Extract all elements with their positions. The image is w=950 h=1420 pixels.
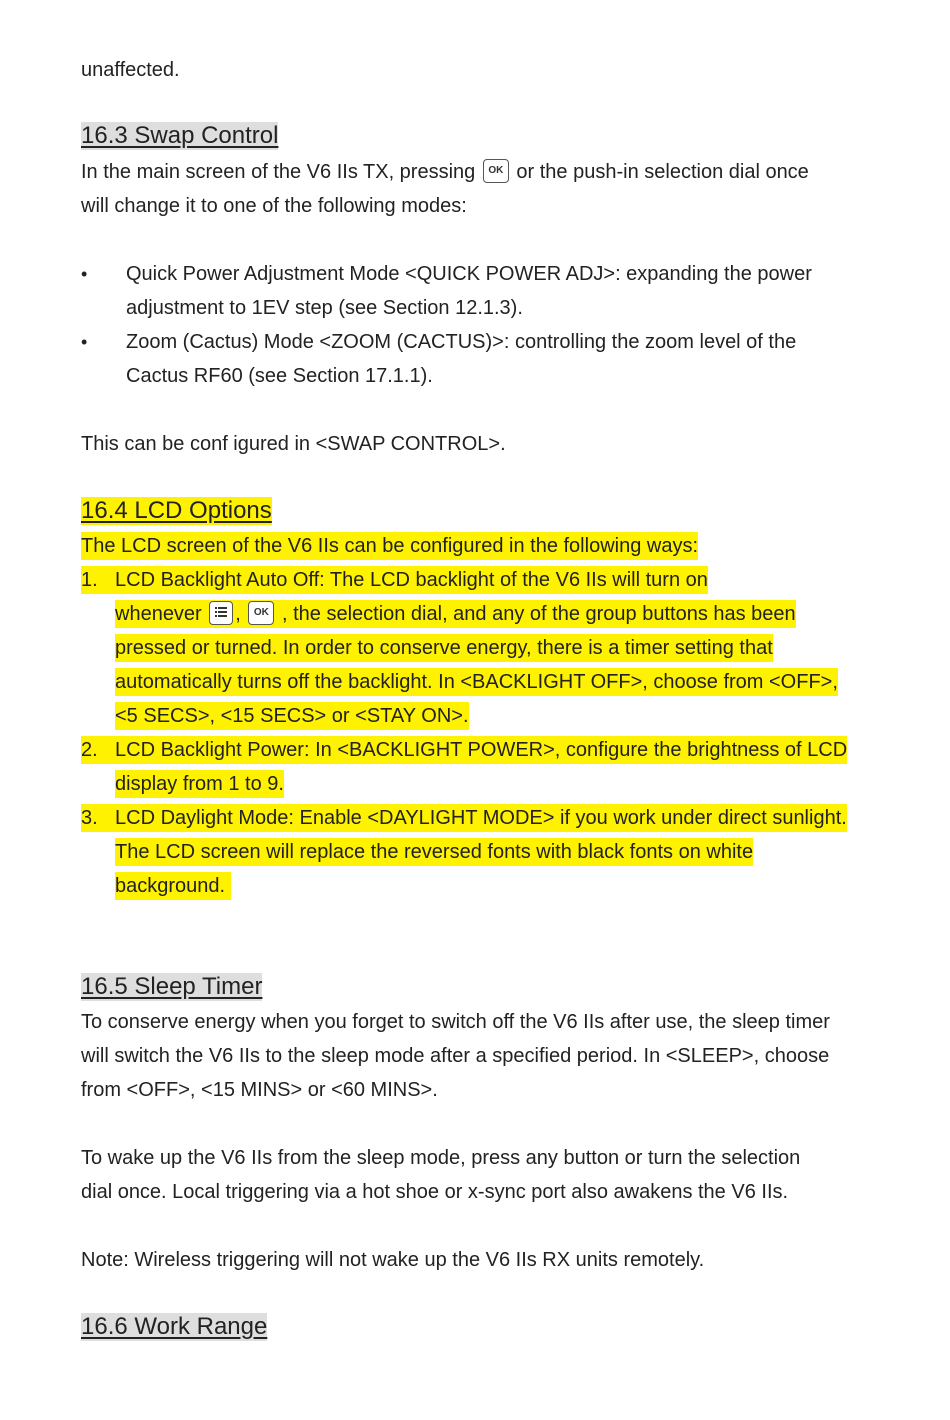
list-item-line: LCD Backlight Auto Off: The LCD backlight of the V6 IIs will turn on: [115, 566, 708, 594]
paragraph-line: To wake up the V6 IIs from the sleep mode, press any button or turn the selection: [81, 1147, 801, 1169]
ok-button-icon: OK: [248, 601, 274, 625]
list-number: 1.: [81, 566, 115, 594]
paragraph-line: will switch the V6 IIs to the sleep mode after a specified period. In <SLEEP>, choose: [81, 1045, 830, 1067]
text-run: whenever: [115, 603, 202, 625]
list-item-line: automatically turns off the backlight. In <BACKLIGHT OFF>, choose from <OFF>,: [115, 668, 838, 696]
list-item-line: Quick Power Adjustment Mode <QUICK POWER ADJ>: expanding the power: [126, 263, 812, 285]
section-heading-16-6: 16.6 Work Range: [81, 1313, 268, 1340]
section-heading-16-3: 16.3 Swap Control: [81, 122, 279, 149]
ok-button-icon: OK: [483, 159, 509, 183]
paragraph-line: from <OFF>, <15 MINS> or <60 MINS>.: [81, 1079, 438, 1101]
menu-button-icon: [209, 601, 233, 625]
list-number: 3.: [81, 804, 115, 832]
list-item-line: LCD Backlight Power: In <BACKLIGHT POWER>, configure the brightness of LCD: [115, 736, 847, 764]
paragraph-line: dial once. Local triggering via a hot shoe or x-sync port also awakens the V6 IIs.: [81, 1181, 789, 1203]
list-item-line: Cactus RF60 (see Section 17.1.1).: [126, 365, 433, 387]
paragraph-line: will change it to one of the following modes:: [81, 195, 467, 217]
list-item-line: <5 SECS>, <15 SECS> or <STAY ON>.: [115, 702, 469, 730]
list-item-line: adjustment to 1EV step (see Section 12.1.3).: [126, 297, 523, 319]
paragraph-line: To conserve energy when you forget to switch off the V6 IIs after use, the sleep timer: [81, 1011, 830, 1033]
paragraph-line: The LCD screen of the V6 IIs can be configured in the following ways:: [81, 532, 698, 560]
section-heading-16-4: 16.4 LCD Options: [81, 497, 272, 524]
list-item-line: pressed or turned. In order to conserve energy, there is a timer setting that: [115, 634, 773, 662]
list-item-line: display from 1 to 9.: [115, 770, 284, 798]
paragraph-line: [81, 158, 809, 186]
text-run: ,: [235, 603, 241, 625]
section-heading-16-5: 16.5 Sleep Timer: [81, 973, 263, 1000]
list-item-line: [115, 600, 796, 628]
text-run: , the selection dial, and any of the group buttons has been: [281, 603, 796, 625]
text-run: In the main screen of the V6 IIs TX, pressing: [81, 161, 476, 183]
bullet-icon: •: [81, 332, 88, 352]
note-line: Note: Wireless triggering will not wake up the V6 IIs RX units remotely.: [81, 1249, 705, 1271]
bullet-icon: •: [81, 264, 88, 284]
text-run: or the push-in selection dial once: [516, 161, 809, 183]
list-item-line: LCD Daylight Mode: Enable <DAYLIGHT MODE> if you work under direct sunlight.: [115, 804, 847, 832]
paragraph-line: This can be conf igured in <SWAP CONTROL>.: [81, 433, 506, 455]
list-item-line: The LCD screen will replace the reversed fonts with black fonts on white: [115, 838, 753, 866]
list-item-line: background.: [115, 872, 231, 900]
list-item-line: Zoom (Cactus) Mode <ZOOM (CACTUS)>: controlling the zoom level of the: [126, 331, 797, 353]
paragraph-line: unaffected.: [81, 59, 180, 81]
list-number: 2.: [81, 736, 115, 764]
